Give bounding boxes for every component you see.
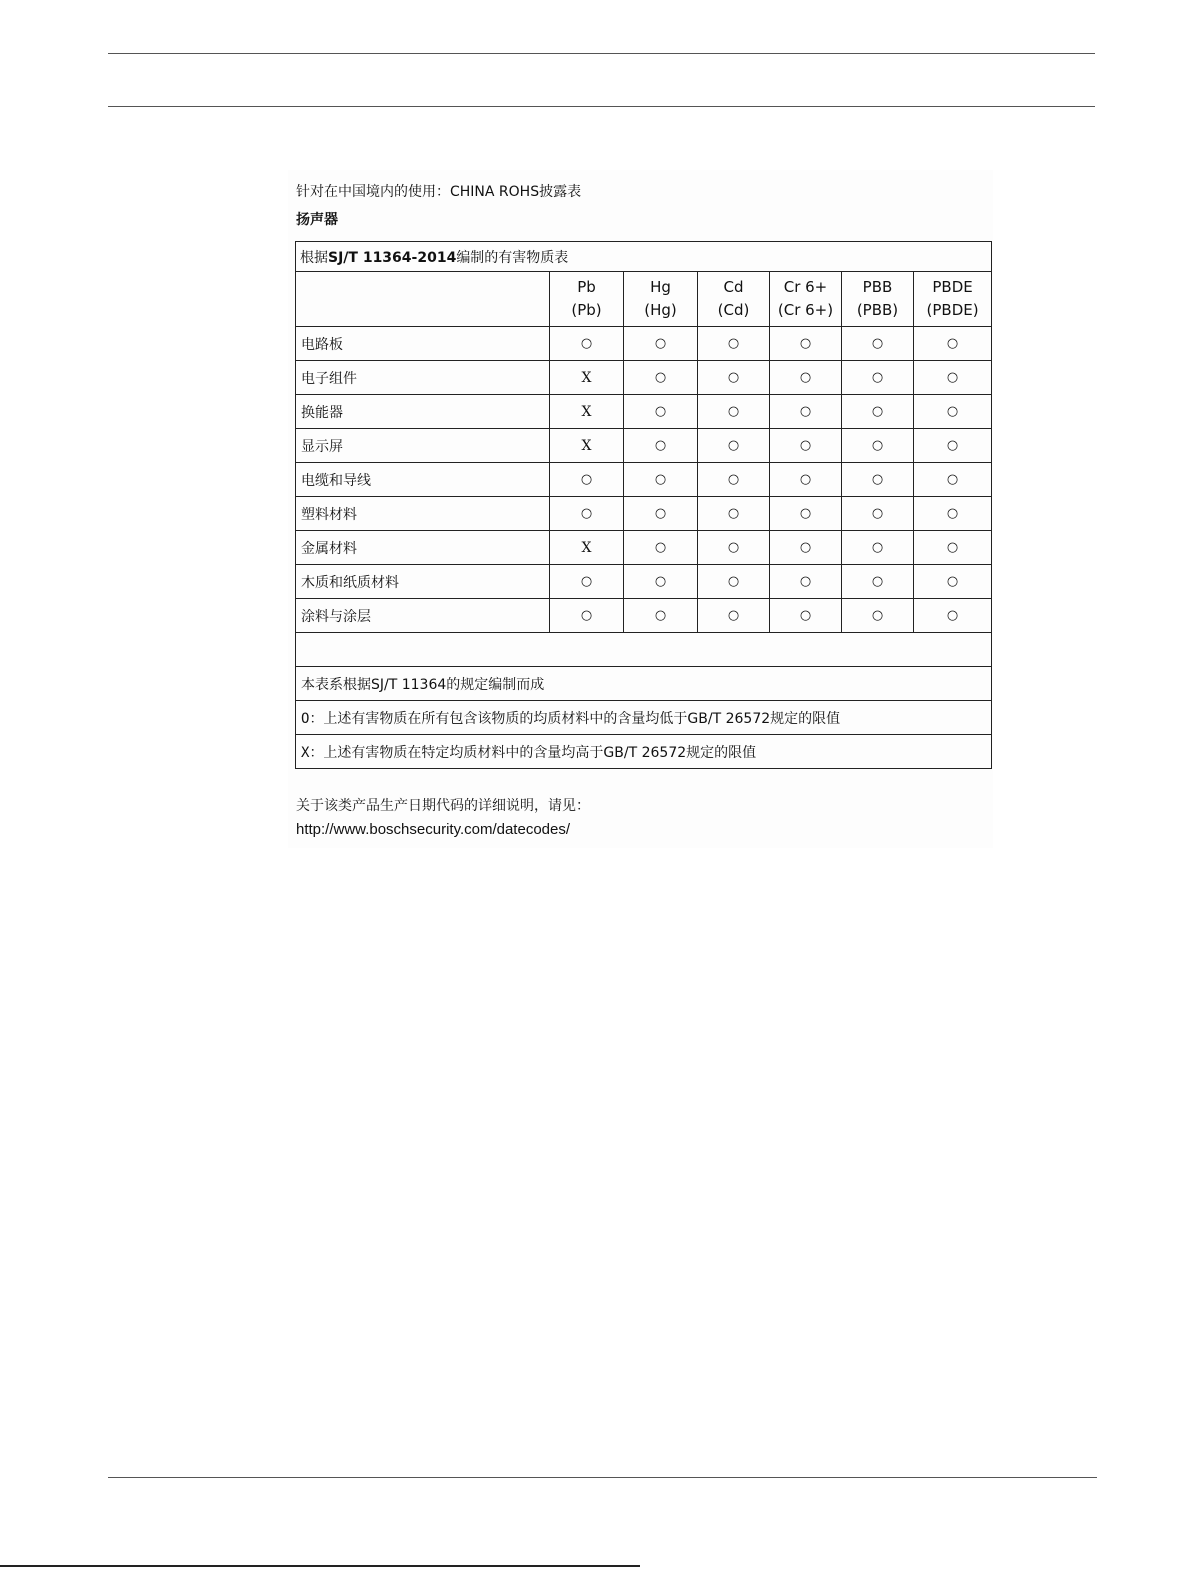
table-row [296,599,992,633]
within-limit-mark: ○ [914,531,992,565]
within-limit-mark: ○ [770,463,842,497]
within-limit-mark: ○ [624,531,698,565]
basis-text: 本表系根据SJ/T 11364的规定编制而成 [301,676,545,693]
column-header [698,272,770,327]
within-limit-mark: ○ [770,327,842,361]
within-limit-mark: ○ [842,327,914,361]
within-limit-mark: ○ [624,599,698,633]
table-row [296,327,992,361]
exceeds-limit-mark: X [550,361,624,395]
footer-rule [108,1477,1097,1478]
datecode-note: 关于该类产品生产日期代码的详细说明，请见： [296,798,590,814]
within-limit-mark: ○ [698,361,770,395]
table-row [296,463,992,497]
within-limit-mark: ○ [698,327,770,361]
within-limit-mark: ○ [914,599,992,633]
within-limit-mark: ○ [698,531,770,565]
column-header-symbol: Cd [723,278,744,296]
column-header [550,272,624,327]
within-limit-mark: ○ [550,565,624,599]
blank-row [296,633,992,667]
o-legend-note [296,701,992,735]
component-label: 金属材料 [296,531,550,565]
within-limit-mark: ○ [624,327,698,361]
within-limit-mark: ○ [698,497,770,531]
within-limit-mark: ○ [624,565,698,599]
column-header [770,272,842,327]
column-header-formula: (Cd) [717,301,750,319]
column-header-formula: (PBDE) [926,301,979,319]
header-rule-top [108,53,1095,54]
within-limit-mark: ○ [624,429,698,463]
within-limit-mark: ○ [914,395,992,429]
within-limit-mark: ○ [550,599,624,633]
blank-cell [296,633,992,667]
column-header-formula: (Hg) [644,301,677,319]
component-label: 电子组件 [296,361,550,395]
hazardous-substance-table [295,241,992,769]
within-limit-mark: ○ [842,395,914,429]
column-header-symbol: Hg [650,278,671,296]
within-limit-mark: ○ [914,565,992,599]
column-header-formula: (Pb) [571,301,602,319]
column-header-symbol: Pb [577,278,596,296]
within-limit-mark: ○ [624,361,698,395]
x-legend-text: ：上述有害物质在特定均质材料中的含量均高于GB/T 26572规定的限值 [309,744,757,761]
column-header-symbol: PBDE [932,278,973,296]
within-limit-mark: ○ [770,395,842,429]
within-limit-mark: ○ [550,327,624,361]
within-limit-mark: ○ [698,429,770,463]
table-row [296,361,992,395]
within-limit-mark: ○ [698,463,770,497]
component-label: 换能器 [296,395,550,429]
column-header [914,272,992,327]
component-label: 木质和纸质材料 [296,565,550,599]
x-legend-symbol: X [301,744,310,761]
product-name: 扬声器 [296,212,338,228]
within-limit-mark: ○ [698,395,770,429]
within-limit-mark: ○ [842,463,914,497]
table-title-suffix: 编制的有害物质表 [456,249,569,266]
within-limit-mark: ○ [842,531,914,565]
within-limit-mark: ○ [624,497,698,531]
within-limit-mark: ○ [770,429,842,463]
column-header [842,272,914,327]
x-legend-note [296,735,992,769]
header-empty-cell [296,272,550,327]
within-limit-mark: ○ [770,565,842,599]
within-limit-mark: ○ [550,497,624,531]
table-title [296,242,992,272]
component-label: 塑料材料 [296,497,550,531]
component-label: 电路板 [296,327,550,361]
within-limit-mark: ○ [624,395,698,429]
column-header-formula: (Cr 6+) [777,301,834,319]
within-limit-mark: ○ [914,497,992,531]
column-header [624,272,698,327]
x-legend-note-row [296,735,992,769]
within-limit-mark: ○ [550,463,624,497]
column-header-formula: (PBB) [856,301,899,319]
table-row [296,531,992,565]
within-limit-mark: ○ [770,361,842,395]
table-row [296,497,992,531]
o-legend-text: ：上述有害物质在所有包含该物质的均质材料中的含量均低于GB/T 26572规定的限值 [309,710,841,727]
o-legend-note-row [296,701,992,735]
basis-note [296,667,992,701]
within-limit-mark: ○ [842,599,914,633]
table-row [296,565,992,599]
o-legend-symbol: O [301,710,310,727]
within-limit-mark: ○ [914,327,992,361]
component-label: 涂料与涂层 [296,599,550,633]
exceeds-limit-mark: X [550,531,624,565]
within-limit-mark: ○ [770,531,842,565]
footer-bar [0,1565,640,1567]
table-row [296,395,992,429]
column-header-symbol: Cr 6+ [783,278,828,296]
within-limit-mark: ○ [770,599,842,633]
within-limit-mark: ○ [698,565,770,599]
table-row [296,429,992,463]
column-header-symbol: PBB [862,278,893,296]
within-limit-mark: ○ [842,361,914,395]
within-limit-mark: ○ [914,429,992,463]
disclosure-title: 针对在中国境内的使用：CHINA ROHS披露表 [296,184,582,200]
within-limit-mark: ○ [914,361,992,395]
within-limit-mark: ○ [842,565,914,599]
component-label: 电缆和导线 [296,463,550,497]
header-rule-bottom [108,106,1095,107]
exceeds-limit-mark: X [550,395,624,429]
within-limit-mark: ○ [770,497,842,531]
within-limit-mark: ○ [842,497,914,531]
within-limit-mark: ○ [842,429,914,463]
within-limit-mark: ○ [624,463,698,497]
component-label: 显示屏 [296,429,550,463]
exceeds-limit-mark: X [550,429,624,463]
datecode-url: http://www.boschsecurity.com/datecodes/ [296,821,571,838]
basis-note-row [296,667,992,701]
table-title-prefix: 根据 [300,249,328,266]
within-limit-mark: ○ [914,463,992,497]
within-limit-mark: ○ [698,599,770,633]
table-title-standard: SJ/T 11364-2014 [328,249,457,266]
